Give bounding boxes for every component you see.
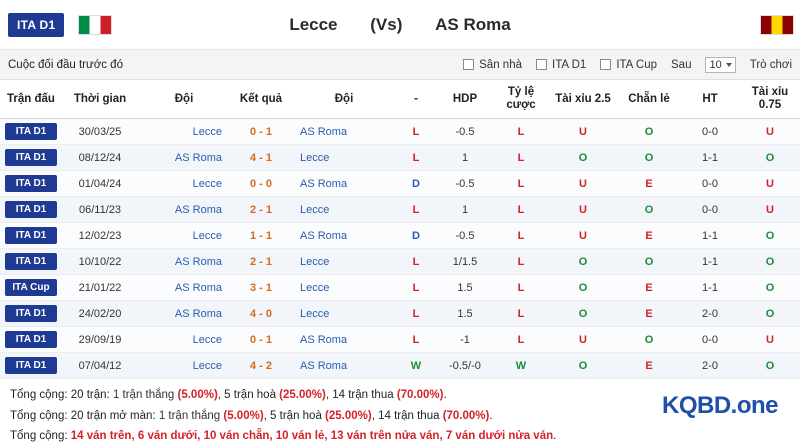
summary-1-prefix: Tổng cộng: 20 trận: bbox=[10, 389, 113, 402]
row-result-letter: W bbox=[396, 353, 436, 379]
filter-ita-cup[interactable] bbox=[600, 59, 657, 71]
table-row[interactable] bbox=[0, 145, 800, 171]
row-odds: L bbox=[494, 197, 548, 223]
filter-home-ground[interactable] bbox=[463, 59, 522, 71]
row-league bbox=[0, 145, 62, 171]
table-row[interactable] bbox=[0, 171, 800, 197]
row-result-letter: L bbox=[396, 249, 436, 275]
row-over-under-075: U bbox=[740, 119, 800, 145]
checkbox-icon[interactable] bbox=[536, 59, 547, 70]
summary-1-win-pct: (5.00%) bbox=[177, 389, 218, 402]
row-score: 4 - 2 bbox=[230, 353, 292, 379]
summary-2-end: . bbox=[489, 409, 493, 422]
table-row[interactable] bbox=[0, 119, 800, 145]
row-half-time: 0-0 bbox=[680, 171, 740, 197]
row-league bbox=[0, 327, 62, 353]
row-away-team: Lecce bbox=[292, 301, 396, 327]
header-right bbox=[746, 15, 800, 35]
row-half-time: 0-0 bbox=[680, 197, 740, 223]
row-odds: L bbox=[494, 275, 548, 301]
row-odds: W bbox=[494, 353, 548, 379]
col-result: Kết quả bbox=[230, 80, 292, 119]
summary-2-win-pct: (5.00%) bbox=[223, 409, 264, 422]
row-over-under-075: U bbox=[740, 327, 800, 353]
row-half-time: 1-1 bbox=[680, 275, 740, 301]
row-result-letter: L bbox=[396, 145, 436, 171]
games-trailing-label: Trò chơi bbox=[749, 58, 792, 71]
row-home-team: AS Roma bbox=[138, 301, 230, 327]
row-odds: L bbox=[494, 119, 548, 145]
row-result-letter: L bbox=[396, 327, 436, 353]
league-tag: ITA D1 bbox=[5, 149, 57, 166]
row-half-time: 0-0 bbox=[680, 327, 740, 353]
row-half-time: 0-0 bbox=[680, 119, 740, 145]
game-count-value: 10 bbox=[709, 58, 722, 71]
table-header bbox=[0, 80, 800, 119]
summary-2-draw: , 5 trận hoà bbox=[263, 409, 326, 422]
summary-line-3 bbox=[10, 426, 790, 446]
summary-2-loss-pct: (70.00%) bbox=[442, 409, 490, 422]
summary-3-end: . bbox=[553, 429, 557, 442]
row-home-team: Lecce bbox=[138, 353, 230, 379]
row-away-team: AS Roma bbox=[292, 171, 396, 197]
row-over-under-075: O bbox=[740, 223, 800, 249]
league-tag: ITA D1 bbox=[5, 201, 57, 218]
summary-3-body: 14 ván trên, 6 ván dưới, 10 ván chẵn, 10 ván lẻ, 13 ván trên nửa ván, 7 ván dưới nửa ván bbox=[70, 429, 554, 442]
filter-ita-cup-label: ITA Cup bbox=[616, 58, 658, 71]
filter-ita-d1[interactable] bbox=[536, 59, 586, 71]
row-over-under-075: O bbox=[740, 275, 800, 301]
row-league bbox=[0, 353, 62, 379]
row-hdp: -0.5 bbox=[436, 171, 494, 197]
row-hdp: 1/1.5 bbox=[436, 249, 494, 275]
table-row[interactable] bbox=[0, 275, 800, 301]
col-half-time: HT bbox=[680, 80, 740, 119]
row-score: 0 - 1 bbox=[230, 119, 292, 145]
row-league bbox=[0, 249, 62, 275]
row-away-team: AS Roma bbox=[292, 223, 396, 249]
row-score: 3 - 1 bbox=[230, 275, 292, 301]
row-home-team: Lecce bbox=[138, 223, 230, 249]
row-home-team: AS Roma bbox=[138, 145, 230, 171]
row-away-team: AS Roma bbox=[292, 119, 396, 145]
row-hdp: 1.5 bbox=[436, 301, 494, 327]
col-over-under-075: Tài xỉu 0.75 bbox=[740, 80, 800, 119]
row-result-letter: L bbox=[396, 197, 436, 223]
summary-3-prefix: Tổng cộng: bbox=[10, 429, 71, 442]
league-tag: ITA D1 bbox=[5, 331, 57, 348]
summary-1-win: 1 trận thắng bbox=[112, 389, 178, 402]
row-home-team: AS Roma bbox=[138, 249, 230, 275]
col-over-under-25: Tài xỉu 2.5 bbox=[548, 80, 618, 119]
summary-section bbox=[0, 379, 800, 445]
row-over-under-25: U bbox=[548, 327, 618, 353]
row-date: 21/01/22 bbox=[62, 275, 138, 301]
summary-2-draw-pct: (25.00%) bbox=[325, 409, 372, 422]
summary-1-draw-pct: (25.00%) bbox=[279, 389, 326, 402]
row-half-time: 1-1 bbox=[680, 223, 740, 249]
league-tag: ITA D1 bbox=[5, 305, 57, 322]
row-score: 0 - 1 bbox=[230, 327, 292, 353]
row-hdp: 1 bbox=[436, 145, 494, 171]
summary-1-loss: , 14 trận thua bbox=[325, 389, 397, 402]
row-home-team: AS Roma bbox=[138, 197, 230, 223]
row-odd-even: O bbox=[618, 119, 680, 145]
row-date: 30/03/25 bbox=[62, 119, 138, 145]
table-header-row bbox=[0, 80, 800, 119]
row-odds: L bbox=[494, 327, 548, 353]
row-league bbox=[0, 275, 62, 301]
row-over-under-075: U bbox=[740, 197, 800, 223]
summary-1-loss-pct: (70.00%) bbox=[396, 389, 444, 402]
row-odd-even: O bbox=[618, 249, 680, 275]
row-hdp: -1 bbox=[436, 327, 494, 353]
table-row[interactable] bbox=[0, 197, 800, 223]
row-date: 07/04/12 bbox=[62, 353, 138, 379]
row-score: 2 - 1 bbox=[230, 249, 292, 275]
row-odds: L bbox=[494, 249, 548, 275]
row-over-under-25: O bbox=[548, 145, 618, 171]
row-away-team: Lecce bbox=[292, 249, 396, 275]
row-half-time: 2-0 bbox=[680, 353, 740, 379]
row-date: 29/09/19 bbox=[62, 327, 138, 353]
row-hdp: 1 bbox=[436, 197, 494, 223]
row-score: 0 - 0 bbox=[230, 171, 292, 197]
filter-ita-d1-label: ITA D1 bbox=[552, 58, 587, 71]
row-score: 1 - 1 bbox=[230, 223, 292, 249]
site-logo[interactable] bbox=[662, 385, 778, 427]
home-team-name: Lecce bbox=[289, 14, 338, 34]
row-odd-even: E bbox=[618, 275, 680, 301]
row-odds: L bbox=[494, 223, 548, 249]
checkbox-icon[interactable] bbox=[463, 59, 474, 70]
row-odd-even: O bbox=[618, 327, 680, 353]
row-half-time: 2-0 bbox=[680, 301, 740, 327]
row-over-under-075: O bbox=[740, 353, 800, 379]
logo-text: KQBD bbox=[661, 392, 731, 420]
row-home-team: Lecce bbox=[138, 171, 230, 197]
table-row[interactable] bbox=[0, 249, 800, 275]
row-date: 06/11/23 bbox=[62, 197, 138, 223]
col-away-team: Đội bbox=[292, 80, 396, 119]
league-tag: ITA D1 bbox=[5, 175, 57, 192]
table-row[interactable] bbox=[0, 223, 800, 249]
row-score: 4 - 1 bbox=[230, 145, 292, 171]
col-hdp: HDP bbox=[436, 80, 494, 119]
row-league bbox=[0, 197, 62, 223]
col-odd-even: Chẵn lẻ bbox=[618, 80, 680, 119]
row-over-under-075: U bbox=[740, 171, 800, 197]
col-match: Trận đấu bbox=[0, 80, 62, 119]
as-roma-flag-icon bbox=[760, 15, 794, 35]
row-away-team: AS Roma bbox=[292, 353, 396, 379]
row-date: 08/12/24 bbox=[62, 145, 138, 171]
row-date: 24/02/20 bbox=[62, 301, 138, 327]
filter-home-ground-label: Sân nhà bbox=[479, 58, 522, 71]
row-odd-even: E bbox=[618, 171, 680, 197]
league-tag: ITA Cup bbox=[5, 279, 57, 296]
row-league bbox=[0, 301, 62, 327]
row-over-under-075: O bbox=[740, 249, 800, 275]
head-to-head-table bbox=[0, 80, 800, 379]
row-over-under-075: O bbox=[740, 145, 800, 171]
row-league bbox=[0, 119, 62, 145]
row-over-under-25: U bbox=[548, 197, 618, 223]
row-hdp: -0.5/-0 bbox=[436, 353, 494, 379]
col-odds: Tỷ lệ cược bbox=[494, 80, 548, 119]
row-home-team: AS Roma bbox=[138, 275, 230, 301]
row-over-under-25: O bbox=[548, 301, 618, 327]
checkbox-icon[interactable] bbox=[600, 59, 611, 70]
row-odd-even: E bbox=[618, 301, 680, 327]
col-home-team: Đội bbox=[138, 80, 230, 119]
col-time: Thời gian bbox=[62, 80, 138, 119]
match-header bbox=[0, 0, 800, 50]
row-home-team: Lecce bbox=[138, 119, 230, 145]
row-league bbox=[0, 171, 62, 197]
row-result-letter: L bbox=[396, 119, 436, 145]
row-over-under-25: U bbox=[548, 171, 618, 197]
filter-bar-title: Cuộc đối đầu trước đó bbox=[8, 58, 123, 71]
table-body bbox=[0, 119, 800, 379]
match-title bbox=[0, 15, 800, 35]
row-away-team: Lecce bbox=[292, 275, 396, 301]
summary-2-prefix: Tổng cộng: 20 trận mở màn: bbox=[10, 409, 159, 422]
game-count-select[interactable] bbox=[705, 57, 735, 73]
row-over-under-25: U bbox=[548, 223, 618, 249]
row-result-letter: L bbox=[396, 301, 436, 327]
row-odd-even: O bbox=[618, 145, 680, 171]
row-home-team: Lecce bbox=[138, 327, 230, 353]
league-tag: ITA D1 bbox=[5, 357, 57, 374]
row-date: 10/10/22 bbox=[62, 249, 138, 275]
row-score: 4 - 0 bbox=[230, 301, 292, 327]
vs-label: (Vs) bbox=[370, 14, 403, 34]
row-odds: L bbox=[494, 171, 548, 197]
row-over-under-075: O bbox=[740, 301, 800, 327]
summary-2-loss: , 14 trận thua bbox=[371, 409, 443, 422]
row-away-team: Lecce bbox=[292, 145, 396, 171]
row-hdp: 1.5 bbox=[436, 275, 494, 301]
row-over-under-25: U bbox=[548, 119, 618, 145]
italy-flag-icon bbox=[78, 15, 112, 35]
row-odds: L bbox=[494, 145, 548, 171]
col-dash: - bbox=[396, 80, 436, 119]
row-away-team: Lecce bbox=[292, 197, 396, 223]
row-result-letter: L bbox=[396, 275, 436, 301]
league-tag: ITA D1 bbox=[5, 227, 57, 244]
league-tag: ITA D1 bbox=[5, 123, 57, 140]
filter-bar bbox=[0, 50, 800, 80]
row-half-time: 1-1 bbox=[680, 145, 740, 171]
row-odd-even: O bbox=[618, 197, 680, 223]
row-date: 01/04/24 bbox=[62, 171, 138, 197]
filter-controls bbox=[463, 57, 792, 73]
row-result-letter: D bbox=[396, 223, 436, 249]
row-away-team: AS Roma bbox=[292, 327, 396, 353]
chevron-down-icon bbox=[726, 63, 732, 67]
league-badge[interactable]: ITA D1 bbox=[8, 13, 64, 37]
row-date: 12/02/23 bbox=[62, 223, 138, 249]
summary-1-draw: , 5 trận hoà bbox=[217, 389, 280, 402]
summary-1-end: . bbox=[443, 389, 447, 402]
row-league bbox=[0, 223, 62, 249]
league-tag: ITA D1 bbox=[5, 253, 57, 270]
table-row[interactable] bbox=[0, 327, 800, 353]
row-over-under-25: O bbox=[548, 353, 618, 379]
table-row[interactable] bbox=[0, 301, 800, 327]
row-hdp: -0.5 bbox=[436, 119, 494, 145]
row-half-time: 1-1 bbox=[680, 249, 740, 275]
row-odds: L bbox=[494, 301, 548, 327]
row-score: 2 - 1 bbox=[230, 197, 292, 223]
row-over-under-25: O bbox=[548, 275, 618, 301]
table-row[interactable] bbox=[0, 353, 800, 379]
after-label: Sau bbox=[671, 58, 692, 71]
row-odd-even: E bbox=[618, 353, 680, 379]
row-result-letter: D bbox=[396, 171, 436, 197]
logo-suffix: .one bbox=[730, 392, 778, 420]
row-odd-even: E bbox=[618, 223, 680, 249]
row-over-under-25: O bbox=[548, 249, 618, 275]
summary-2-win: 1 trận thắng bbox=[158, 409, 224, 422]
row-hdp: -0.5 bbox=[436, 223, 494, 249]
away-team-name: AS Roma bbox=[435, 14, 511, 34]
